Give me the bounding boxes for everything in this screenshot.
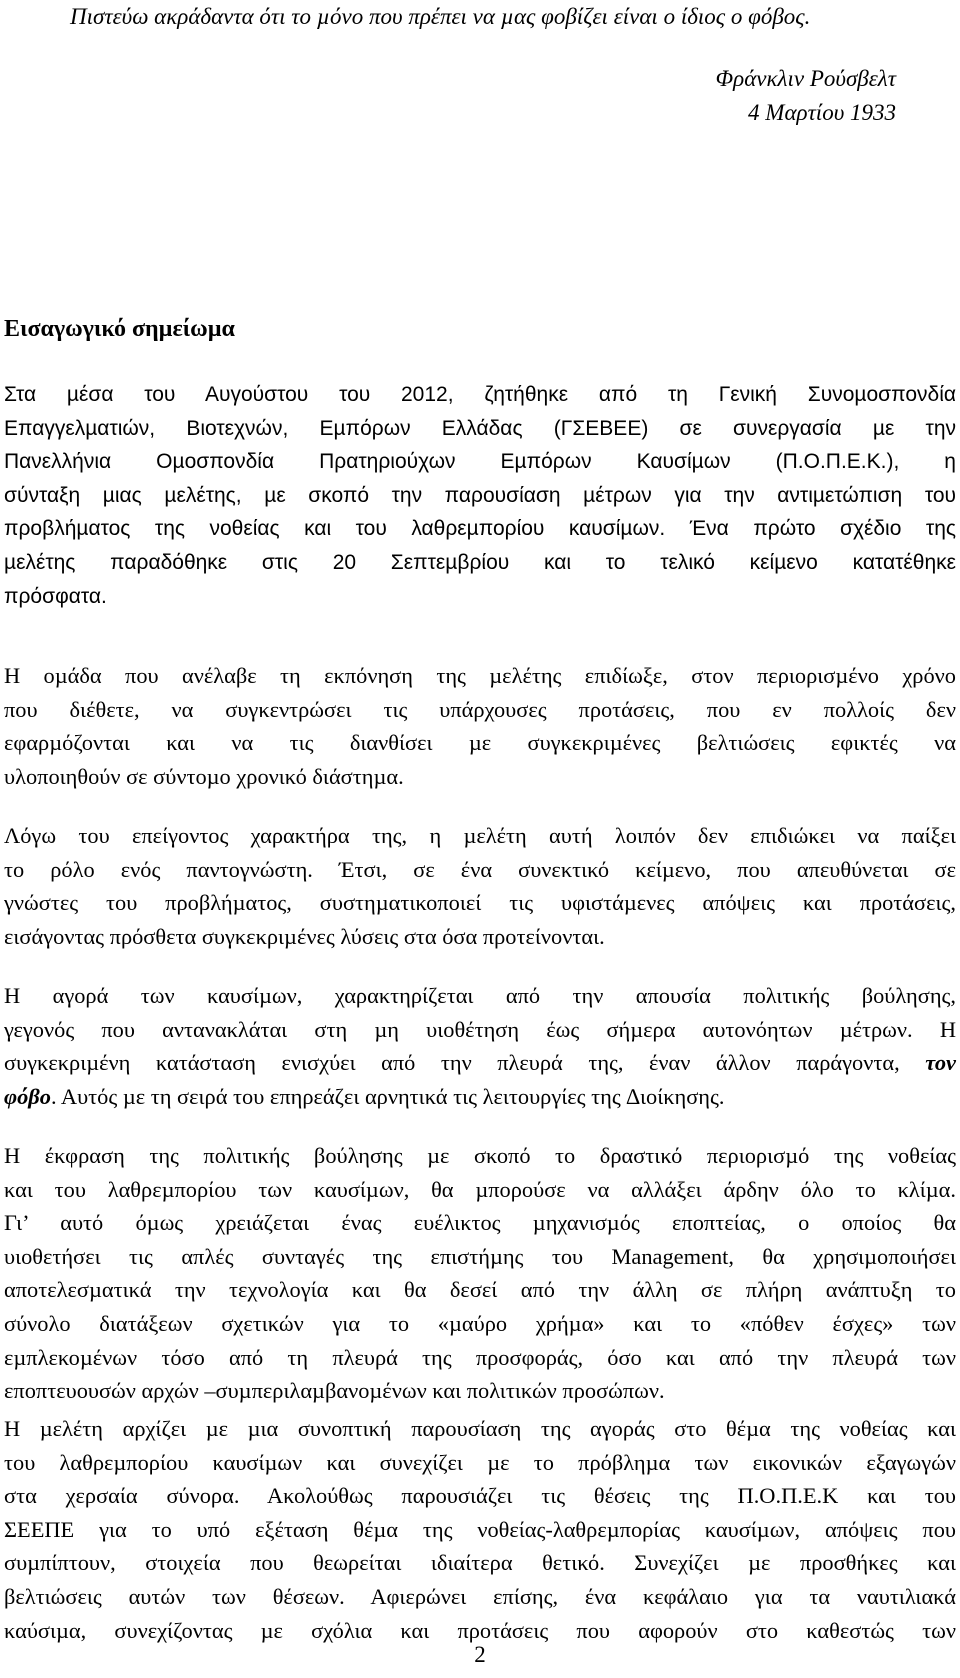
paragraph-5-line: και του λαθρεµπορίου των καυσίµων, θα µπορούσε να αλλάξει άρδην όλο το κλίµα. (4, 1176, 956, 1202)
epigraph-quote: Πιστεύω ακράδαντα ότι το µόνο που πρέπει να µας φοβίζει είναι ο ίδιος ο φόβος. (70, 4, 811, 29)
paragraph-5 (4, 1139, 956, 1408)
paragraph-4-text: συγκεκριµένη κατάσταση ενισχύει από την πλευρά της, έναν άλλον παράγοντα, (4, 1050, 900, 1076)
paragraph-5-line: εποπτευουσών αρχών –συµπεριλαµβανοµένων και πολιτικών προσώπων. (4, 1378, 665, 1404)
paragraph-1-line: πρόσφατα. (4, 584, 107, 608)
section-heading: Εισαγωγικό σηµείωµα (4, 316, 235, 342)
paragraph-4-line: γεγονός που αντανακλάται στη µη υιοθέτηση έως σήµερα αυτονόητων µέτρων. Η (4, 1016, 956, 1042)
epigraph-author: Φράνκλιν Ρούσβελτ (715, 66, 896, 91)
emphasis-fovo: φόβο (4, 1083, 51, 1109)
paragraph-5-line: σύνολο διατάξεων σχετικών για το «µαύρο χρήµα» και το «πόθεν έσχες» των (4, 1310, 956, 1336)
epigraph-date: 4 Μαρτίου 1933 (748, 100, 896, 125)
paragraph-1-line: Πανελλήνια Οµοσπονδία Πρατηριούχων Εµπόρων Καυσίµων (Π.Ο.Π.Ε.Κ.), η (4, 450, 956, 474)
paragraph-2-line: υλοποιηθούν σε σύντοµο χρονικό διάστηµα. (4, 763, 404, 789)
paragraph-6 (4, 1412, 956, 1647)
paragraph-6-line: καύσιµα, συνεχίζοντας µε σχόλια και προτάσεις που αφορούν στο καθεστώς των (4, 1617, 956, 1643)
paragraph-1-line: σύνταξη µιας µελέτης, µε σκοπό την παρουσίαση µέτρων για την αντιµετώπιση του (4, 483, 956, 507)
paragraph-4-line: Η αγορά των καυσίµων, χαρακτηρίζεται από την απουσία πολιτικής βούλησης, (4, 983, 956, 1008)
paragraph-5-line: εµπλεκοµένων τόσο από τη πλευρά της προσφοράς, όσο και από την πλευρά των (4, 1344, 956, 1370)
paragraph-5-line: αποτελεσµατικά την τεχνολογία και θα δεσεί από την άλλη σε πλήρη ανάπτυξη το (4, 1277, 956, 1303)
paragraph-6-line: ΣΕΕΠΕ για το υπό εξέταση θέµα της νοθείας-λαθρεµπορίας καυσίµων, απόψεις που (4, 1516, 956, 1542)
paragraph-1-line: Στα µέσα του Αυγούστου του 2012, ζητήθηκε από τη Γενική Συνοµοσπονδία (4, 383, 956, 406)
paragraph-4-line (4, 1080, 956, 1114)
paragraph-4-tail: . Αυτός µε τη σειρά του επηρεάζει αρνητικά τις λειτουργίες της ∆ιοίκησης. (50, 1083, 725, 1109)
paragraph-4-line (4, 1046, 956, 1080)
paragraph-6-line: στα χερσαία σύνορα. Ακολούθως παρουσιάζει τις θέσεις της Π.Ο.Π.Ε.Κ και του (4, 1483, 956, 1509)
paragraph-6-line: συµπίπτουν, στοιχεία που θεωρείται ιδιαίτερα θετικό. Συνεχίζει µε προσθήκες και (4, 1550, 956, 1576)
paragraph-3-line: γνώστες του προβλήµατος, συστηµατικοποιεί τις υφιστάµενες απόψεις και προτάσεις, (4, 890, 956, 916)
paragraph-2-line: Η οµάδα που ανέλαβε τη εκπόνηση της µελέτης επιδίωξε, στον περιορισµένο χρόνο (4, 663, 956, 688)
paragraph-6-line: Η µελέτη αρχίζει µε µια συνοπτική παρουσίαση της αγοράς στο θέµα της νοθείας και (4, 1416, 956, 1441)
paragraph-2-line: εφαρµόζονται και να τις διανθίσει µε συγκεκριµένες βελτιώσεις εφικτές να (4, 730, 956, 756)
paragraph-1-line: προβλήµατος της νοθείας και του λαθρεµπορίου καυσίµων. Ένα πρώτο σχέδιο της (4, 517, 956, 541)
paragraph-4 (4, 979, 956, 1113)
paragraph-5-line: υιοθετήσει τις απλές συνταγές της επιστήµης του Management, θα χρησιµοποιήσει (4, 1243, 956, 1269)
paragraph-2 (4, 659, 956, 793)
paragraph-5-line: Η έκφραση της πολιτικής βούλησης µε σκοπό το δραστικό περιορισµό της νοθείας (4, 1143, 956, 1168)
paragraph-1-line: µελέτης παραδόθηκε στις 20 Σεπτεµβρίου και το τελικό κείµενο κατατέθηκε (4, 550, 956, 574)
paragraph-6-line: του λαθρεµπορίου καυσίµων και συνεχίζει µε το πρόβληµα των εικονικών εξαγωγών (4, 1449, 956, 1475)
paragraph-6-line: βελτιώσεις αυτών των θέσεων. Αφιερώνει επίσης, ένα κεφάλαιο για τα ναυτιλιακά (4, 1583, 956, 1609)
paragraph-3 (4, 819, 956, 953)
paragraph-3-line: εισάγοντας πρόσθετα συγκεκριµένες λύσεις στα όσα προτείνονται. (4, 923, 605, 949)
emphasis-ton: τον (925, 1050, 956, 1076)
page-number: 2 (474, 1642, 486, 1667)
paragraph-5-line: Γι’ αυτό όµως χρειάζεται ένας ευέλικτος µηχανισµός εποπτείας, ο οποίος θα (4, 1210, 956, 1236)
paragraph-3-line: το ρόλο ενός παντογνώστη. Έτσι, σε ένα συνεκτικό κείµενο, που απευθύνεται σε (4, 856, 956, 882)
paragraph-1 (4, 378, 956, 613)
paragraph-3-line: Λόγω του επείγοντος χαρακτήρα της, η µελέτη αυτή λοιπόν δεν επιδιώκει να παίξει (4, 823, 956, 848)
paragraph-2-line: που διέθετε, να συγκεντρώσει τις υπάρχουσες προτάσεις, που εν πολλοίς δεν (4, 696, 956, 722)
paragraph-1-line: Επαγγελµατιών, Βιοτεχνών, Εµπόρων Ελλάδας (ΓΣΕΒΕΕ) σε συνεργασία µε την (4, 416, 956, 440)
